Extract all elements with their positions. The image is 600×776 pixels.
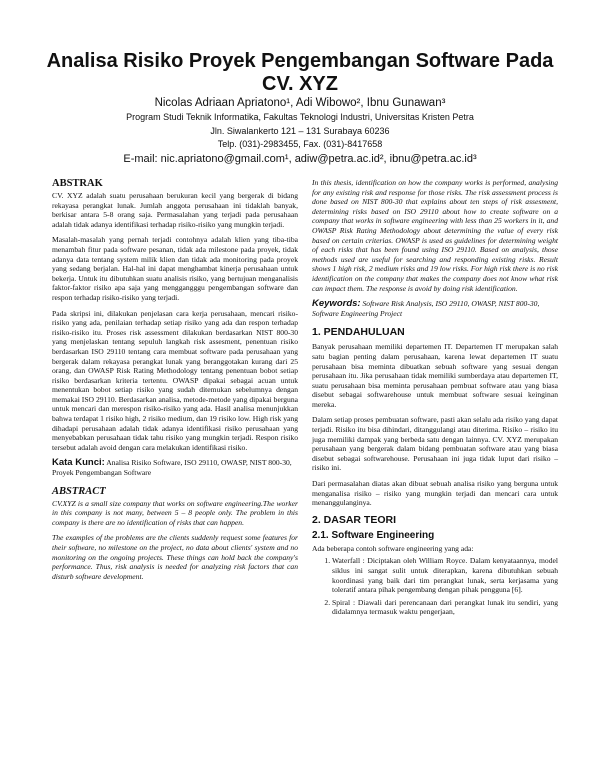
paper-title: Analisa Risiko Proyek Pengembangan Software Pada CV. XYZ (46, 50, 554, 95)
abstrak-paragraph-1: CV. XYZ adalah suatu perusahaan berukuran kecil yang bergerak di bidang rekayasa perangkat lunak. Jumlah anggota perusahaan ini tidaklah banyak, berkisar antara 5-8 orang saja. Permasalahan yang terjadi pada perusahaan adalah tidak adanya identifikasi terhadap risiko-risiko yang mungkin terjadi. (52, 191, 298, 229)
kata-kunci (52, 458, 298, 477)
software-engineering-list (312, 556, 558, 617)
abstract-paragraph-3: In this thesis, identification on how the company works is performed, analysing for any existing risk and response for those risks. The risk assessment process is done based on NIST 800-30 that explains about ten steps of risk assesment, determining risks based on ISO 29110 about how to create software on a company that works in software engineering with less than 25 workers in it, and OWASP Risk Rating Methodology about determining the value of every risk based on certain criterias. OWASP is used as guidelines for determining weight of each risks that has been found using ISO 29110. Based on analysis, those methods used are useful for searching and responding existing risks. Result shows 1 high risk, 2 medium risks and 19 low risks. For high risk there is no risk identification on the company that makes the company does not know what risk can impact them. The response is avoid by doing risk identification. (312, 178, 558, 293)
phone-fax: Telp. (031)-2983455, Fax. (031)-8417658 (217, 139, 383, 149)
abstract-paragraph-1: CV.XYZ is a small size company that works on software engineering.The worker in this company is not many, between 5 – 8 people only. The problem in this company is there are no identification of risks that can happen. (52, 498, 298, 527)
software-engineering-intro: Ada beberapa contoh software engineering yang ada: (312, 543, 474, 553)
keywords-label: Keywords: (312, 298, 361, 310)
software-engineering-heading: 2.1. Software Engineering (312, 529, 435, 541)
abstract-paragraph-2: The examples of the problems are the clients suddenly request some features for their software, no milestone on the project, no data about clients' system and no monitoring on the ongoing projects. These things can hold back the company's performance. Thus, risk analysis is needed for analyzing risk factors that can disturb software development. (52, 533, 298, 581)
abstrak-heading: ABSTRAK (52, 178, 103, 189)
pendahuluan-paragraph-1: Banyak perusahaan memiliki departemen IT. Departemen IT merupakan salah satu bagian penting dalam perusahaan, karena lewat departemen IT suatu perusahaan bisa meminta dibuatkan sebuah software yang sesuai dengan perusahaan itu. Jika perusahaan tidak memiliki sumberdaya atau departemen IT, suatu perusahaan bisa meminta perusahaan pembuat software atau yang biasa disebut sebagai softwarehouse untuk membuat software sesuai keinginan mereka. (312, 342, 558, 409)
keywords-text: Software Risk Analysis, ISO 29110, OWASP, NIST 800-30, Software Engineering Project (312, 299, 540, 318)
abstrak-paragraph-3: Pada skripsi ini, dilakukan penjelasan cara kerja perusahaan, mencari risiko-risiko yang ada, penilaian terhadap setiap risiko yang ada dan respon terhadap risiko-risiko itu. Proses risk assessment dilakukan berdasarkan NIST 800-30 yang menjelaskan tentang sepuluh langkah risk assesment, penentuan risiko berdasarkan ISO 29110 tentang cara membuat software pada perusahaan yang bergerak dalam rekayasa perangkat lunak yang beranggotakan kurang dari 25 orang, dan OWASP Risk Rating Methodology tentang penentuan bobot setiap risiko berdasarkan kriteria tertentu. OWASP dipakai sebagai acuan untuk menentukan bobot setiap risiko yang sudah ditemukan sebelumnya dengan memakai ISO 29110. Berdasarkan analisa, metode-metode yang dipakai berguna untuk mencari dan merespon risiko-risiko yang ada. Hasil analisa menunjukkan bahwa terdapat 1 risiko high, 2 risiko medium, dan 19 risiko low. High risk yang dihadapi perusahaan adalah tidak adanya identifikasi risiko perusahaan yang menyebabkan perusahaan tidak tahu risiko yang mungkin terjadi. Respon risiko tersebut adalah avoid dengan cara melakukan identifikasi risiko. (52, 308, 298, 452)
list-item: 2. Spiral : Diawali dari perencanaan dari perangkat lunak itu sendiri, yang didalamnya termasuk waktu pengerjaan, (332, 598, 558, 617)
affiliation: Program Studi Teknik Informatika, Fakultas Teknologi Industri, Universitas Kristen Petra (126, 112, 474, 122)
left-column (52, 178, 298, 587)
list-item: 1. Waterfall : Diciptakan oleh William Royce. Dalam kenyataannya, model siklus ini sangat sulit untuk diterapkan, karena dibutuhkan sebuah koordinasi yang baik dari tim perangkat lunak, serta kerjasama yang toleratif antara pihak pengembang dengan pihak pengguna [6]. (332, 556, 558, 594)
kata-kunci-label: Kata Kunci: (52, 457, 105, 469)
pendahuluan-heading: 1. PENDAHULUAN (312, 326, 405, 339)
abstrak-paragraph-2: Masalah-masalah yang pernah terjadi contohnya adalah klien yang tiba-tiba menambah fitur pada software pesanan, tidak ada milestone pada proyek, tidak adanya data tentang system milik klien dan tidak ada monitoring pada proyek yang sedang berjalan. Hal-hal ini dapat menghambat kinerja perusahaan untuk bekerja. Untuk itu dibutuhkan suatu analisis risiko, yang bertujuan menganalisis faktor-faktor risiko apa saja yang menggangggu pengembangan software dan respon terhadap risiko-risiko yang terjadi. (52, 235, 298, 302)
author-list: Nicolas Adriaan Apriatono¹, Adi Wibowo², Ibnu Gunawan³ (154, 97, 446, 109)
pendahuluan-paragraph-2: Dalam setiap proses pembuatan software, pasti akan selalu ada risiko yang dapat terjadi. Risiko itu bisa dihindari, ditanggulangi atau diterima. Risiko – risiko itu juga memiliki dampak yang berbeda satu dengan lainnya. CV. XYZ merupakan perusahaan yang bergerak dalam bidang pembuatan software atau yang biasa disebut sebagai softwarehouse. Perusahaan ini juga tidak luput dari risiko – risiko ini. (312, 415, 558, 473)
address: Jln. Siwalankerto 121 – 131 Surabaya 60236 (210, 126, 390, 136)
email-list: E-mail: nic.apriatono@gmail.com¹, adiw@petra.ac.id², ibnu@petra.ac.id³ (123, 153, 477, 165)
keywords (312, 299, 558, 318)
right-column (312, 178, 558, 620)
abstract-heading: ABSTRACT (52, 485, 106, 497)
pendahuluan-paragraph-3: Dari permasalahan diatas akan dibuat sebuah analisa risiko yang berguna untuk menganalisa risiko – risiko yang mungkin terjadi dan mencari cara untuk menanggulanginya. (312, 479, 558, 508)
kata-kunci-text: Analisa Risiko Software, ISO 29110, OWASP, NIST 800-30, Proyek Pengembangan Software (52, 458, 292, 478)
dasar-teori-heading: 2. DASAR TEORI (312, 513, 397, 526)
